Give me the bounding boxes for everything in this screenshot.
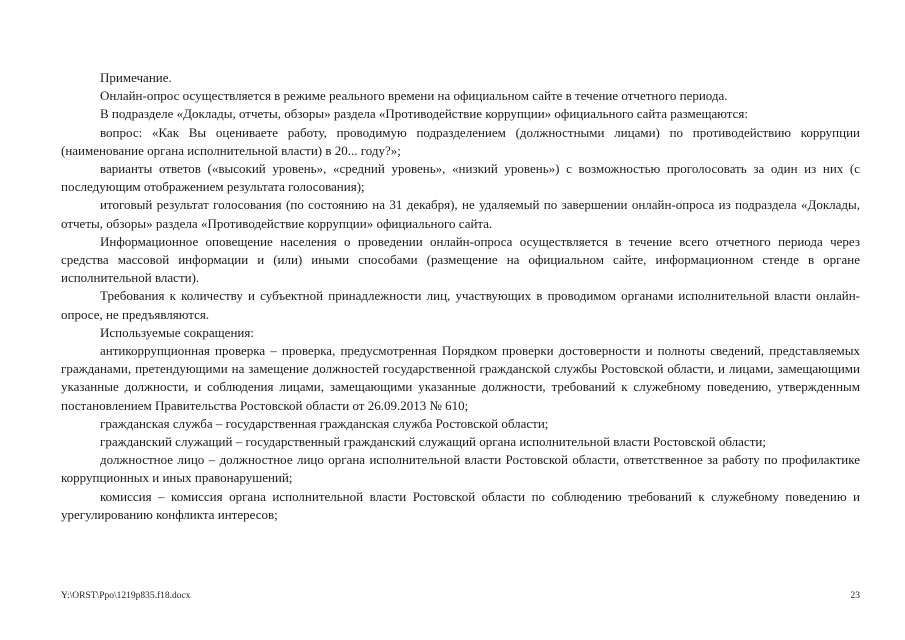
paragraph-subsection-placement: В подразделе «Доклады, отчеты, обзоры» раздела «Противодействие коррупции» официального сайта размещаются: bbox=[100, 106, 748, 122]
paragraph-question: вопрос: «Как Вы оцениваете работу, проводимую подразделением (должностными лицами) по противодействию коррупции (наименование органа исполнительной власти) в 20... году?»; bbox=[61, 124, 860, 158]
paragraph-requirements: Требования к количеству и субъектной принадлежности лиц, участвующих в проводимом органами исполнительной власти онлайн-опросе, не предъявляются. bbox=[61, 288, 860, 322]
paragraph-abbreviations-heading: Используемые сокращения: bbox=[100, 324, 254, 340]
footer-file-path: Y:\ORST\Ppo\1219p835.f18.docx bbox=[61, 591, 191, 601]
paragraph-commission: комиссия – комиссия органа исполнительной власти Ростовской области по соблюдению требований к служебному поведению и урегулированию конфликта интересов; bbox=[61, 488, 860, 522]
paragraph-online-survey: Онлайн-опрос осуществляется в режиме реального времени на официальном сайте в течение отчетного периода. bbox=[100, 88, 728, 104]
paragraph-civil-servant: гражданский служащий – государственный гражданский служащий органа исполнительной власти Ростовской области; bbox=[100, 434, 766, 450]
paragraph-anticorruption-check: антикоррупционная проверка – проверка, предусмотренная Порядком проверки достоверности и полноты сведений, представляемых гражданами, претендующими на замещение должностей государственной гражданской службы Ростовской области, и лицами, замещающими указанные должности, и соблюдения лицами, замещающими указанные должности, требований к служебному поведению, утвержденным постановлением Правительства Ростовской области от 26.09.2013 № 610; bbox=[61, 343, 860, 413]
document-body bbox=[61, 69, 860, 524]
paragraph-information-notice: Информационное оповещение населения о проведении онлайн-опроса осуществляется в течение всего отчетного периода через средства массовой информации и (или) иными способами (размещение на официальном сайте, информационном стенде в органе исполнительной власти). bbox=[61, 233, 860, 286]
footer-page-number: 23 bbox=[850, 591, 860, 601]
paragraph-answer-options: варианты ответов («высокий уровень», «средний уровень», «низкий уровень») с возможностью проголосовать за один из них (с последующим отображением результата голосования); bbox=[61, 161, 860, 195]
paragraph-civil-service: гражданская служба – государственная гражданская служба Ростовской области; bbox=[100, 415, 549, 431]
paragraph-final-result: итоговый результат голосования (по состоянию на 31 декабря), не удаляемый по завершении онлайн-опроса из подраздела «Доклады, отчеты, обзоры» раздела «Противодействие коррупции» официального сайта. bbox=[61, 197, 860, 231]
note-heading: Примечание. bbox=[100, 70, 172, 85]
paragraph-official: должностное лицо – должностное лицо органа исполнительной власти Ростовской области, ответственное за работу по профилактике коррупционных и иных правонарушений; bbox=[61, 452, 860, 486]
